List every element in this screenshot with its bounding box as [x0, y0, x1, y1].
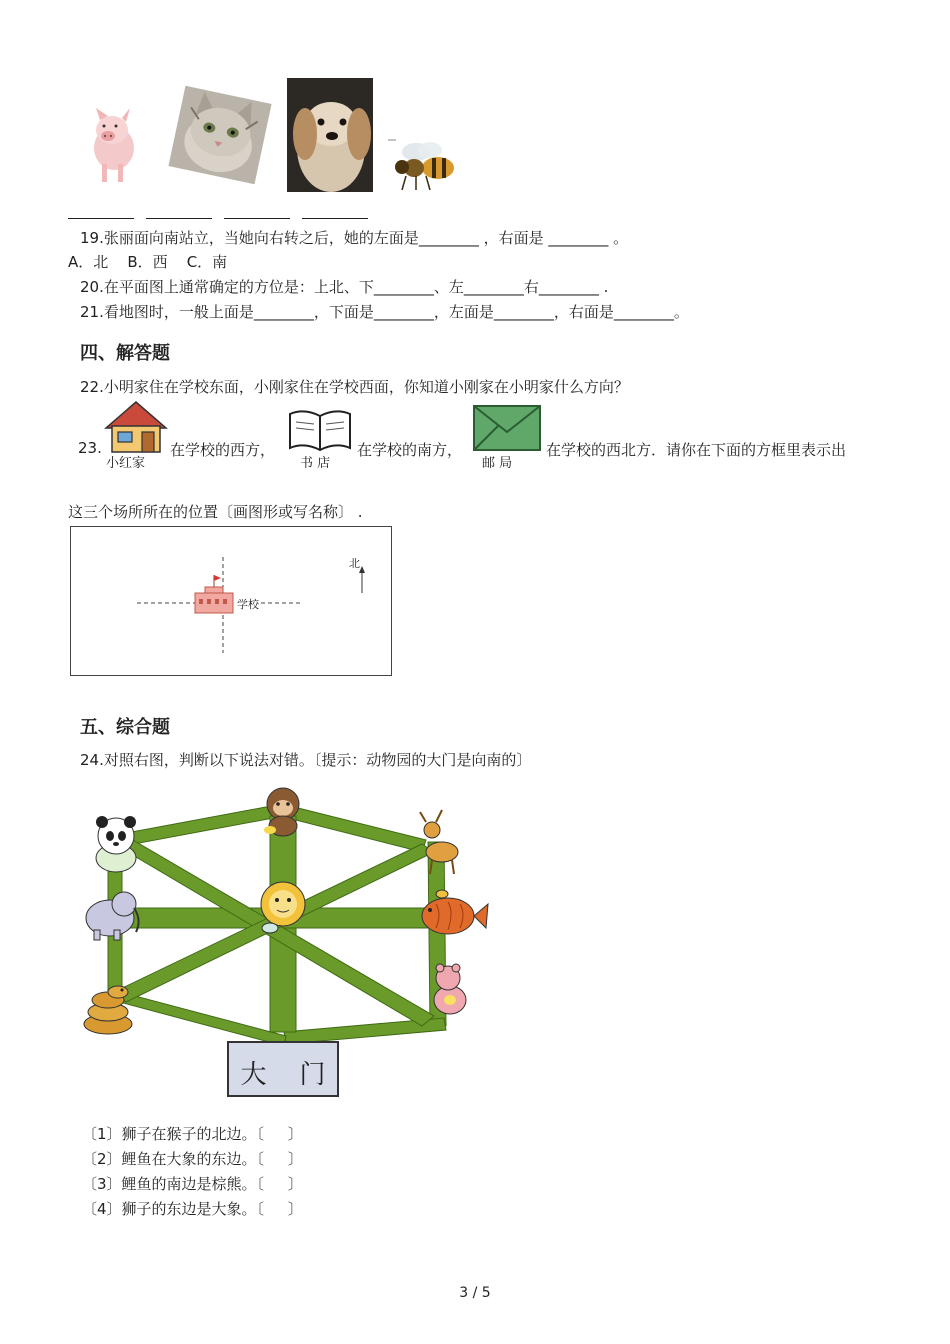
- animals-row: [68, 78, 468, 198]
- picture-answer-blanks: [68, 218, 388, 222]
- north-label: 北: [349, 557, 360, 570]
- page-number: 3 / 5: [459, 1285, 491, 1301]
- q23-seg2: 在学校的南方，: [357, 441, 463, 459]
- q23-seg1: 在学校的西方，: [170, 441, 276, 459]
- section5-title: 五、综合题: [80, 717, 170, 738]
- blank-4[interactable]: [302, 218, 368, 219]
- house-label: 小红家: [106, 456, 146, 471]
- blank-1[interactable]: [68, 218, 134, 219]
- mail-label: 邮 局: [482, 456, 513, 471]
- q24-item-4: 〔4〕狮子的东边是大象。〔 〕: [82, 1200, 303, 1218]
- school-icon: [195, 575, 233, 613]
- section4-title: 四、解答题: [80, 343, 170, 364]
- bee-icon: [386, 134, 462, 194]
- snake-icon: [84, 986, 132, 1034]
- pig-icon: [78, 106, 148, 186]
- school-label: 学校: [237, 598, 259, 611]
- gate-label: 大 门: [240, 1060, 326, 1090]
- book-icon: [286, 408, 354, 454]
- q23-number: 23.: [78, 439, 102, 457]
- panda-icon: [96, 816, 136, 872]
- q24-item-1: 〔1〕狮子在猴子的北边。〔 〕: [82, 1125, 303, 1143]
- q19-options: A．北 B．西 C．南: [68, 253, 228, 271]
- q24-text: 24.对照右图，判断以下说法对错。〔提示：动物园的大门是向南的〕: [80, 751, 532, 769]
- cat-icon: [166, 84, 274, 186]
- blank-3[interactable]: [224, 218, 290, 219]
- q23-seg3: 在学校的西北方．请你在下面的方框里表示出: [546, 441, 847, 459]
- envelope-icon: [472, 404, 542, 452]
- book-label: 书 店: [300, 456, 331, 471]
- q24-item-3: 〔3〕鲤鱼的南边是棕熊。〔 〕: [82, 1175, 303, 1193]
- q24-item-2: 〔2〕鲤鱼在大象的东边。〔 〕: [82, 1150, 303, 1168]
- q23-drawing-box[interactable]: [70, 526, 392, 676]
- q21-text: 21.看地图时，一般上面是________，下面是________，左面是________，右面是________。: [80, 303, 689, 321]
- dog-icon: [287, 78, 373, 192]
- q22-text: 22.小明家住在学校东面，小刚家住在学校西面，你知道小刚家在小明家什么方向？: [80, 378, 629, 396]
- q19-text: 19.张丽面向南站立，当她向右转之后，她的左面是________ ，右面是 ________ 。: [80, 229, 629, 247]
- q23-line2: 这三个场所所在的位置〔画图形或写名称〕 .: [68, 503, 363, 521]
- monkey-icon: [264, 788, 299, 836]
- q20-text: 20.在平面图上通常确定的方位是：上北、下________、左________右________ .: [80, 278, 609, 296]
- blank-2[interactable]: [146, 218, 212, 219]
